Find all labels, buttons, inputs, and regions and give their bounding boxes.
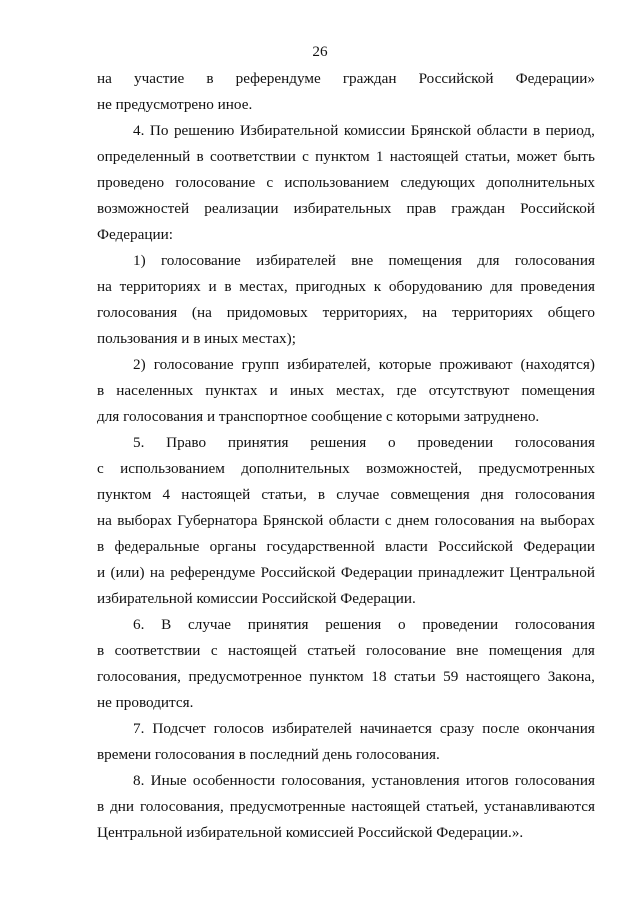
text-line: в федеральные органы государственной власти Российской Федерации (97, 538, 595, 555)
text-line: не предусмотрено иное. (97, 96, 253, 113)
text-line: избирательной комиссии Российской Федерации. (97, 590, 416, 607)
text-line: 2) голосование групп избирателей, которые проживают (находятся) (133, 356, 595, 373)
paragraph (97, 66, 595, 118)
text-line: 7. Подсчет голосов избирателей начинается сразу после окончания (133, 720, 595, 737)
page-number: 26 (312, 43, 328, 60)
text-line: 1) голосование избирателей вне помещения для голосования (133, 252, 595, 269)
text-line: возможностей реализации избирательных прав граждан Российской (97, 200, 595, 217)
paragraph (97, 118, 595, 248)
text-line: и (или) на референдуме Российской Федерации принадлежит Центральной (97, 564, 595, 581)
text-line: 8. Иные особенности голосования, установления итогов голосования (133, 772, 595, 789)
paragraph (97, 768, 595, 846)
text-line: на выборах Губернатора Брянской области с днем голосования на выборах (97, 512, 595, 529)
text-line: пунктом 4 настоящей статьи, в случае совмещения дня голосования (97, 486, 595, 503)
text-line: не проводится. (97, 694, 194, 711)
text-line: Центральной избирательной комиссией Российской Федерации.». (97, 824, 524, 841)
text-line: с использованием дополнительных возможностей, предусмотренных (97, 460, 595, 477)
paragraph (97, 248, 595, 352)
text-line: для голосования и транспортное сообщение с которыми затруднено. (97, 408, 540, 425)
text-line: голосования (на придомовых территориях, на территориях общего (97, 304, 595, 321)
text-line: определенный в соответствии с пунктом 1 настоящей статьи, может быть (97, 148, 595, 165)
text-line: 6. В случае принятия решения о проведении голосования (133, 616, 595, 633)
text-line: на территориях и в местах, пригодных к оборудованию для проведения (97, 278, 595, 295)
text-line: Федерации: (97, 226, 173, 243)
text-line: в соответствии с настоящей статьей голосование вне помещения для (97, 642, 595, 659)
document-body (97, 66, 595, 846)
text-line: в дни голосования, предусмотренные настоящей статьей, устанавливаются (97, 798, 595, 815)
paragraph (97, 716, 595, 768)
text-line: времени голосования в последний день голосования. (97, 746, 440, 763)
paragraph (97, 612, 595, 716)
text-line: голосования, предусмотренное пунктом 18 статьи 59 настоящего Закона, (97, 668, 595, 685)
text-line: на участие в референдуме граждан Российской Федерации» (97, 70, 595, 87)
text-line: проведено голосование с использованием следующих дополнительных (97, 174, 595, 191)
text-line: пользования и в иных местах); (97, 330, 296, 347)
paragraph (97, 430, 595, 612)
text-line: 5. Право принятия решения о проведении голосования (133, 434, 595, 451)
paragraph (97, 352, 595, 430)
text-line: 4. По решению Избирательной комиссии Брянской области в период, (133, 122, 595, 139)
text-line: в населенных пунктах и иных местах, где отсутствуют помещения (97, 382, 595, 399)
